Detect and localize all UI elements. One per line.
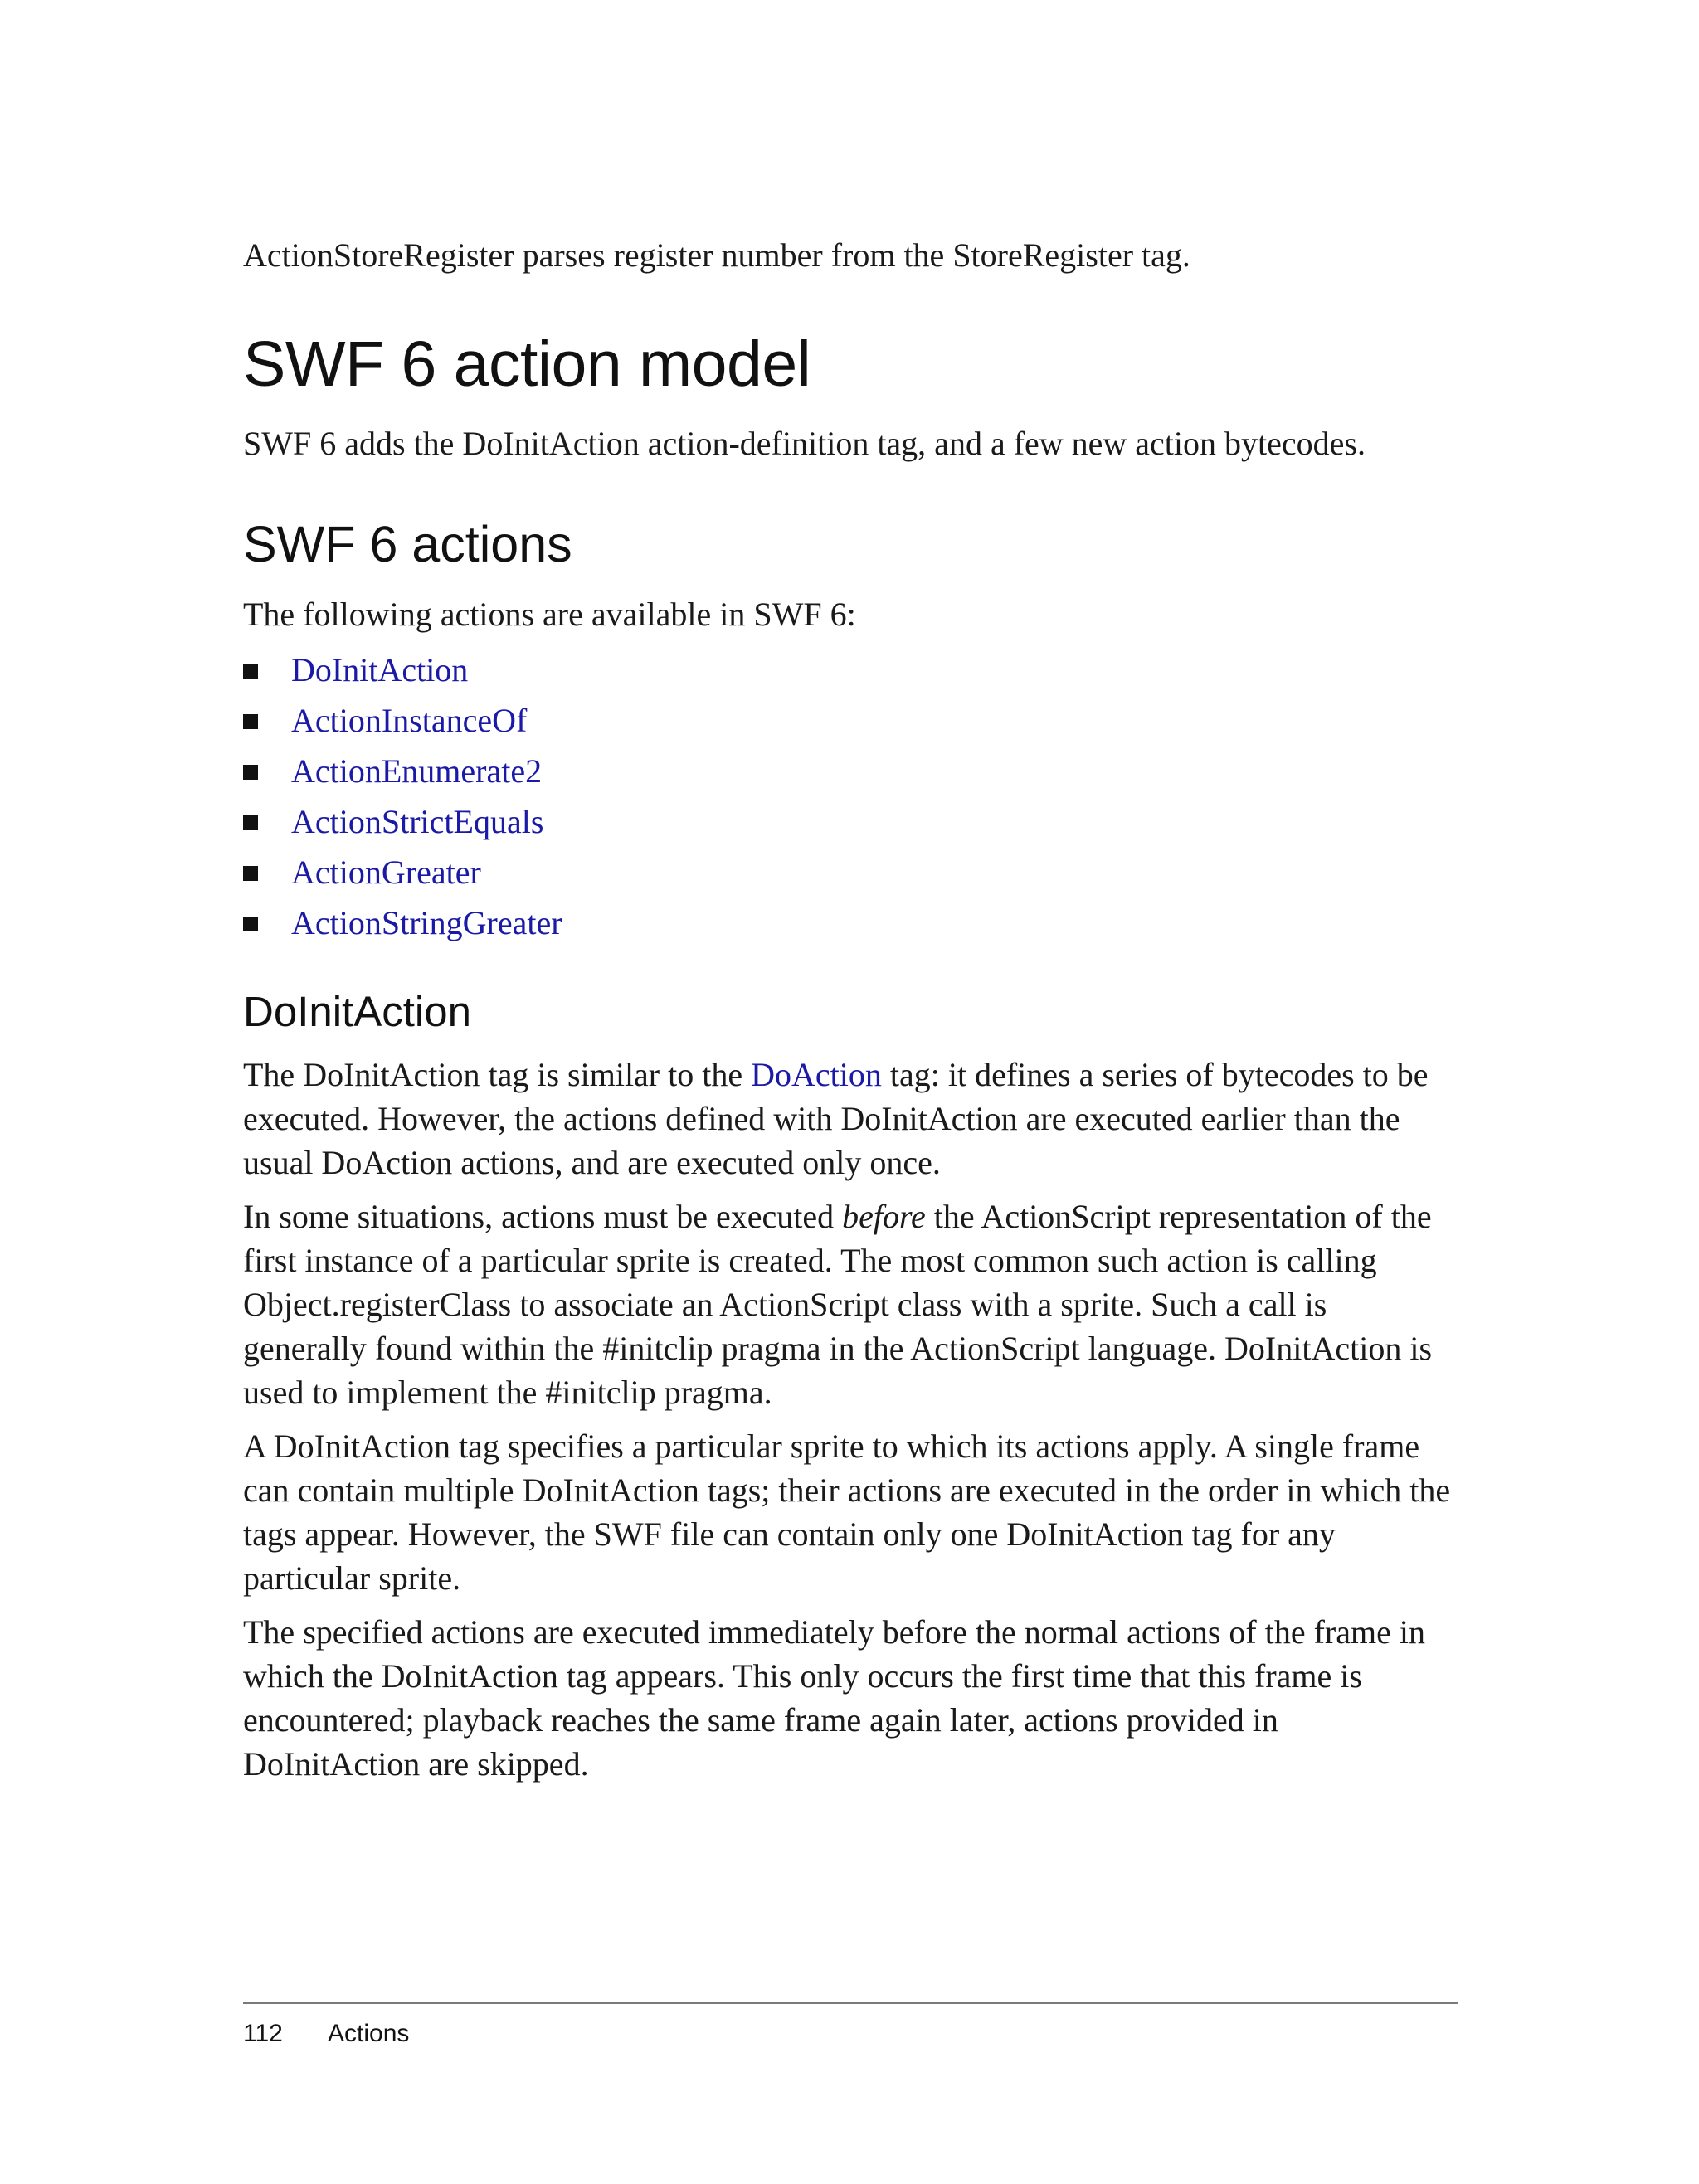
link-doaction[interactable]: DoAction [751,1056,882,1093]
actions-list [243,644,1458,948]
link-actiongreater[interactable]: ActionGreater [291,854,481,891]
doinitaction-heading: DoInitAction [243,988,471,1035]
paragraph-3: A DoInitAction tag specifies a particular sprite to which its actions apply. A single frame can contain multiple DoInitAction tags; their actions are executed in the order in which the tags appear. However, the SWF file can contain only one DoInitAction tag for any particular sprite. [243,1428,1451,1597]
list-item [243,746,1458,796]
list-item [243,847,1458,897]
paragraph-1 [243,1053,1458,1184]
emphasis-before: before [842,1198,926,1235]
link-actionenumerate2[interactable]: ActionEnumerate2 [291,752,543,790]
footer-divider [243,2002,1458,2004]
link-actioninstanceof[interactable]: ActionInstanceOf [291,702,528,739]
paragraph-4: The specified actions are executed immediately before the normal actions of the frame in which the DoInitAction tag appears. This only occurs the first time that this frame is encountered; playback reaches the same frame again later, actions provided in DoInitAction are skipped. [243,1613,1425,1783]
list-item [243,897,1458,948]
link-doinitaction[interactable]: DoInitAction [291,651,469,688]
paragraph-2-end: the ActionScript representation of the first instance of a particular sprite is created. The most common such action is calling Object.registerClass to associate an ActionScript class with a sprite. Such a call is generally found within the #initclip pragma in the ActionScript language. DoInitAction is used to implement the #initclip pragma. [243,1198,1433,1411]
bullet-square-icon [243,866,258,881]
paragraph-2-start: In some situations, actions must be executed [243,1198,843,1235]
bullet-square-icon [243,714,258,729]
subsection-intro: The following actions are available in SWF 6: [243,596,856,633]
intro-line: ActionStoreRegister parses register number from the StoreRegister tag. [243,236,1190,274]
list-item [243,644,1458,695]
paragraph-1-end: tag: it defines a series of bytecodes to be executed. However, the actions defined with DoInitAction are executed earlier than the usual DoAction actions, and are executed only once. [243,1056,1429,1181]
document-page [243,0,1458,2184]
link-actionstrictequals[interactable]: ActionStrictEquals [291,803,544,840]
footer-chapter-label: Actions [328,2020,410,2047]
bullet-square-icon [243,664,258,679]
bullet-square-icon [243,815,258,830]
bullet-square-icon [243,765,258,780]
paragraph-1-start: The DoInitAction tag is similar to the [243,1056,752,1093]
subsection-title: SWF 6 actions [243,516,572,572]
bullet-square-icon [243,917,258,931]
section-intro: SWF 6 adds the DoInitAction action-definition tag, and a few new action bytecodes. [243,425,1366,462]
doinitaction-body [243,1053,1458,1786]
section-title: SWF 6 action model [243,328,811,400]
paragraph-2 [243,1194,1458,1414]
link-actionstringgreater[interactable]: ActionStringGreater [291,904,562,941]
list-item [243,796,1458,847]
page-number: 112 [243,2020,283,2047]
list-item [243,695,1458,746]
